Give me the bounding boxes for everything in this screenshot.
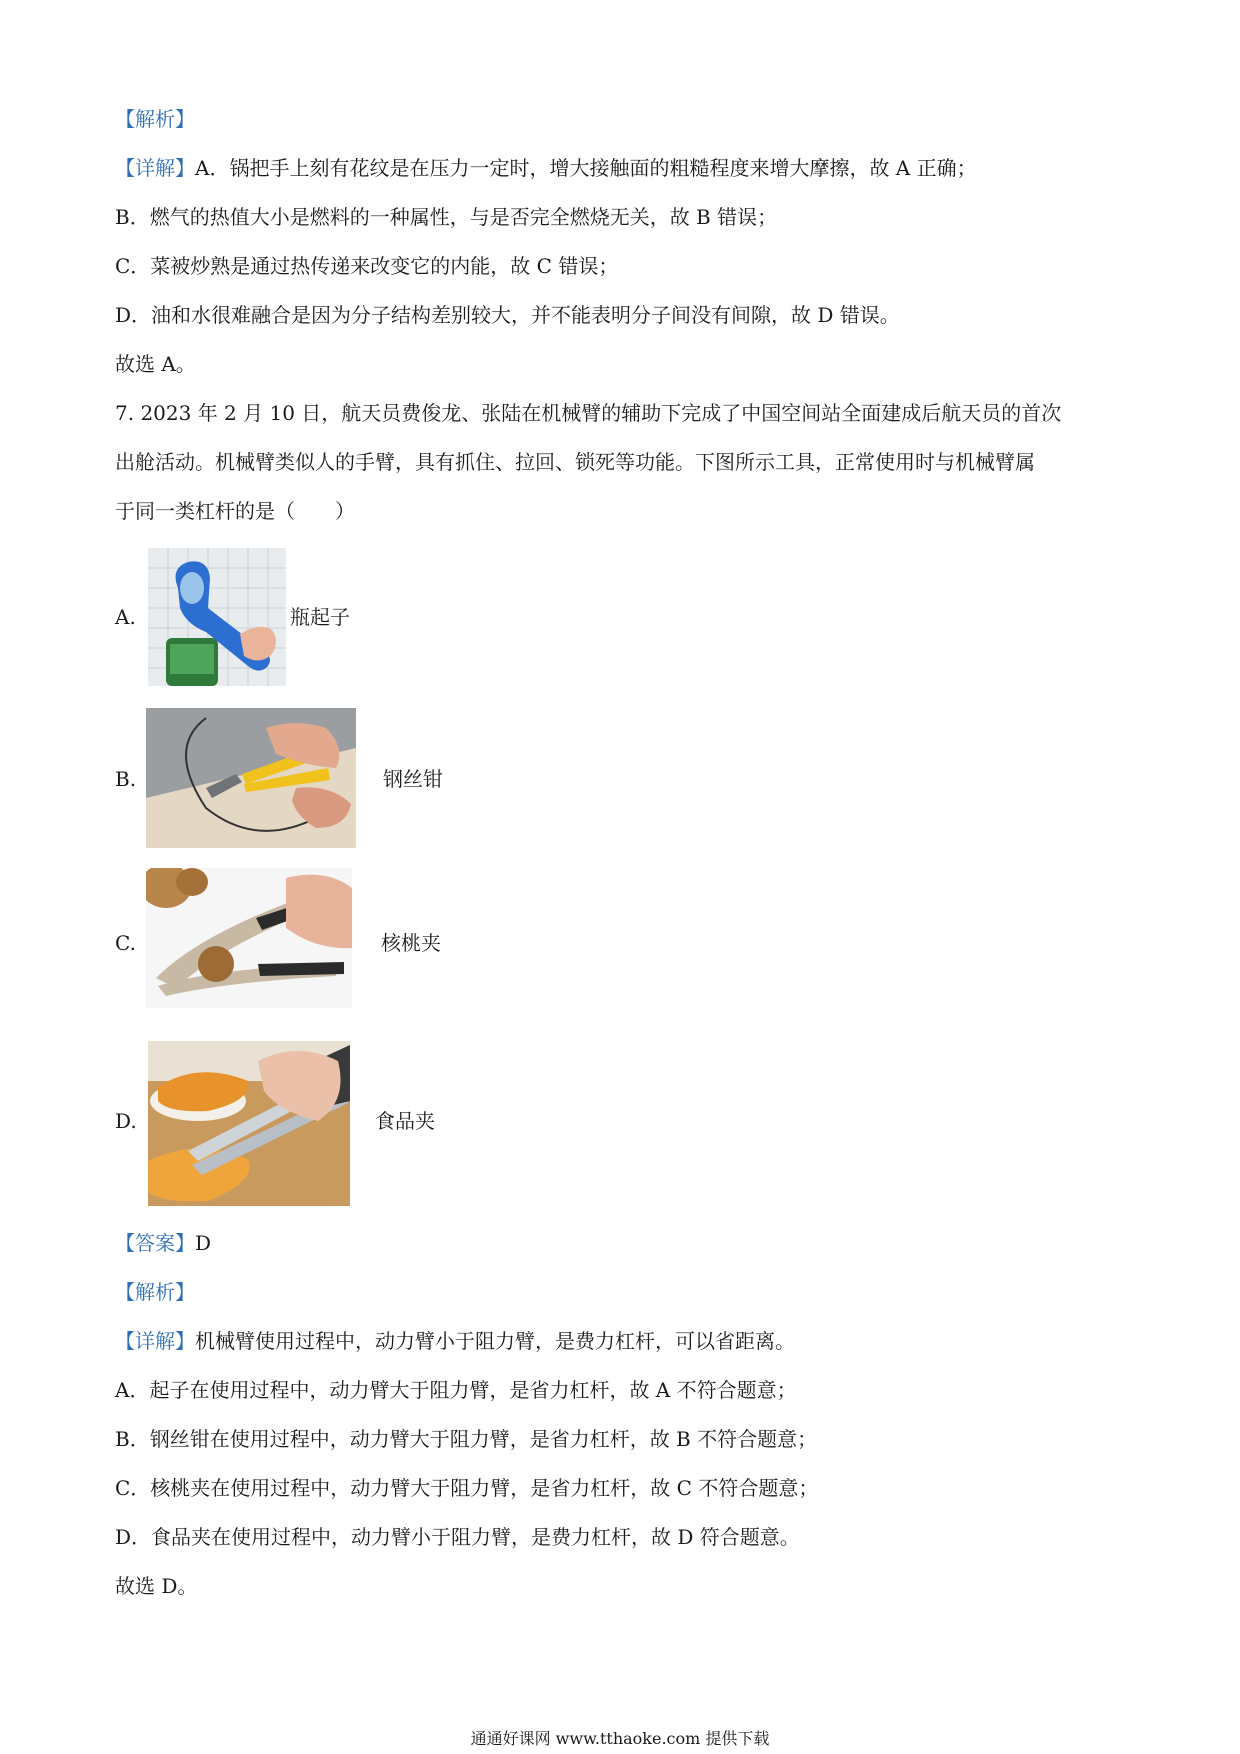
wire-pliers-photo	[146, 708, 356, 848]
detail-intro-text: 机械臂使用过程中，动力臂小于阻力臂，是费力杠杆，可以省距离。	[195, 1329, 795, 1353]
detail-line-c: C．菜被炒熟是通过热传递来改变它的内能，故 C 错误；	[115, 254, 619, 278]
option-d-letter: D.	[115, 1109, 137, 1133]
option-b-caption: 钢丝钳	[383, 767, 443, 791]
answer-value: D	[195, 1231, 212, 1255]
option-d-caption: 食品夹	[375, 1109, 435, 1133]
option-a-caption: 瓶起子	[290, 605, 350, 629]
detail-line-a-2: A．起子在使用过程中，动力臂大于阻力臂，是省力杠杆，故 A 不符合题意；	[115, 1378, 797, 1402]
detail-tag-2: 【详解】	[115, 1329, 195, 1353]
answer-line	[115, 1230, 211, 1256]
detail-text: A．锅把手上刻有花纹是在压力一定时，增大接触面的粗糙程度来增大摩擦，故 A 正确；	[195, 156, 977, 180]
bottle-opener-photo	[148, 548, 286, 686]
nutcracker-photo	[146, 868, 352, 1008]
question-line-1: 7. 2023 年 2 月 10 日，航天员费俊龙、张陆在机械臂的辅助下完成了中国空间站全面建成后航天员的首次	[115, 401, 1062, 425]
detail-line-a	[115, 155, 977, 181]
option-c-letter: C.	[115, 931, 136, 955]
detail-line-d: D．油和水很难融合是因为分子结构差别较大，并不能表明分子间没有间隙，故 D 错误。	[115, 303, 900, 327]
page-footer: 通通好课网 www.tthaoke.com 提供下载	[470, 1729, 770, 1748]
conclusion-2: 故选 D。	[115, 1574, 198, 1598]
option-a-letter: A.	[115, 605, 136, 629]
detail-intro-line	[115, 1328, 795, 1354]
question-line-2: 出舱活动。机械臂类似人的手臂，具有抓住、拉回、锁死等功能。下图所示工具，正常使用时与机械臂属	[115, 450, 1035, 474]
analysis-tag-2: 【解析】	[115, 1280, 195, 1304]
detail-line-b-2: B．钢丝钳在使用过程中，动力臂大于阻力臂，是省力杠杆，故 B 不符合题意；	[115, 1427, 818, 1451]
detail-line-b: B．燃气的热值大小是燃料的一种属性，与是否完全燃烧无关，故 B 错误；	[115, 205, 778, 229]
answer-tag: 【答案】	[115, 1231, 195, 1255]
food-tongs-photo	[148, 1041, 350, 1206]
option-b-letter: B.	[115, 767, 137, 791]
analysis-tag: 【解析】	[115, 107, 195, 131]
detail-tag: 【详解】	[115, 156, 195, 180]
conclusion: 故选 A。	[115, 352, 196, 376]
question-line-3: 于同一类杠杆的是（ ）	[115, 499, 355, 523]
option-c-caption: 核桃夹	[381, 931, 441, 955]
detail-line-c-2: C．核桃夹在使用过程中，动力臂大于阻力臂，是省力杠杆，故 C 不符合题意；	[115, 1476, 819, 1500]
detail-line-d-2: D．食品夹在使用过程中，动力臂小于阻力臂，是费力杠杆，故 D 符合题意。	[115, 1525, 800, 1549]
